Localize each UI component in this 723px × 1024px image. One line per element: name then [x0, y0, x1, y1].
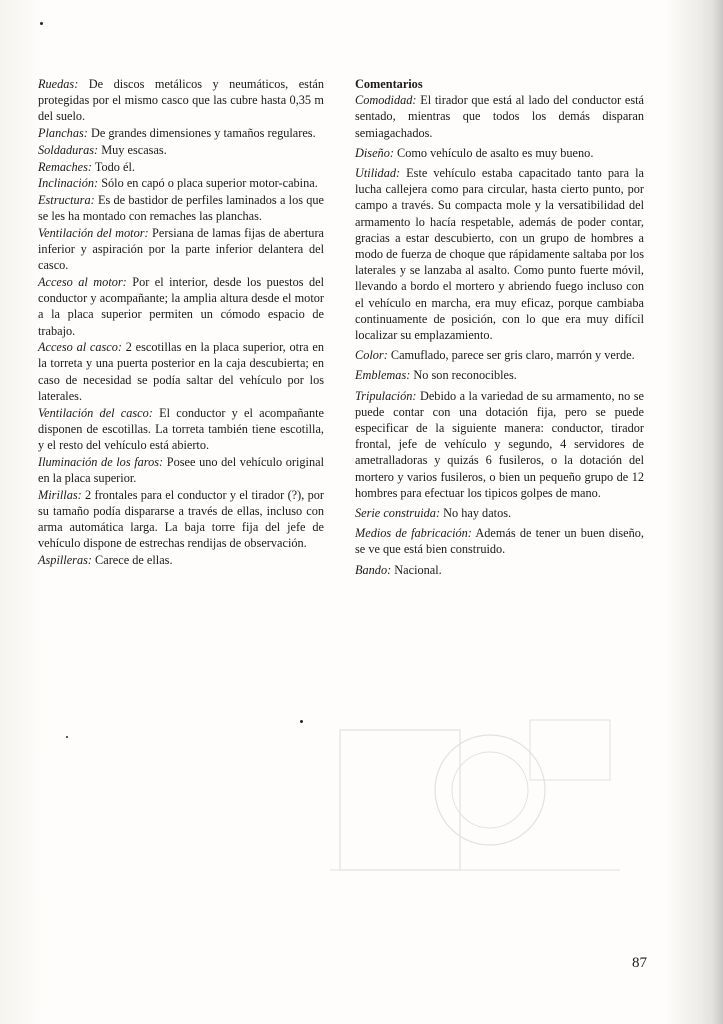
comment-term: Comodidad: [355, 93, 417, 108]
comment-entry-tripulacion [355, 388, 644, 501]
comment-term: Bando: [355, 562, 392, 577]
comment-term: Diseño: [355, 145, 394, 160]
spec-text: Muy escasas. [101, 142, 167, 157]
spec-text: Sólo en capó o placa superior motor-cabina. [101, 176, 318, 191]
comment-entry-fabricacion [355, 525, 644, 557]
comment-text: Camuflado, parece ser gris claro, marrón y verde. [390, 348, 635, 363]
print-speck [40, 22, 43, 25]
spec-term: Estructura: [38, 192, 95, 207]
comment-term: Emblemas: [355, 368, 411, 383]
comment-text: No son reconocibles. [413, 368, 517, 383]
spec-term: Aspilleras: [38, 552, 92, 567]
page-number: 87 [632, 955, 647, 971]
comment-text: Debido a la variedad de su armamento, no se puede contar con una dotación fija, pero se puede especificar de la siguiente manera: conductor, tirador frontal, jefe de vehículo y segundo, 4 servidores de ametralladoras y quizás 6 fusileros, o la dotación del mortero y varios fusileros, o bien un pequeño grupo de 12 hombres para efectuar los tipicos golpes de mano. [355, 388, 644, 500]
comment-term: Serie construida: [355, 506, 441, 521]
spec-term: Ruedas: [38, 77, 79, 91]
comment-entry-bando [355, 562, 644, 578]
comment-term: Utilidad: [355, 166, 401, 181]
spec-entry-ventilacion-motor [38, 225, 324, 274]
spec-term: Acceso al casco: [38, 340, 122, 355]
spec-text: Persiana de lamas fijas de abertura inferior y aspiración por la parte inferior delantera del casco. [38, 225, 325, 273]
spec-entry-acceso-motor [38, 274, 324, 339]
comments-heading: Comentarios [355, 77, 423, 91]
comment-entry-utilidad [355, 165, 644, 343]
comment-entry-comodidad [355, 92, 644, 141]
comment-entry-emblemas [355, 367, 644, 383]
spec-text: Posee uno del vehículo original en la placa superior. [38, 454, 324, 485]
left-column [38, 76, 324, 569]
print-speck [66, 736, 68, 738]
spec-text: El conductor y el acompañante disponen de escotillas. La torreta también tiene escotilla, y el resto del vehículo está abierto. [38, 405, 324, 452]
spec-entry-acceso-casco [38, 339, 324, 404]
comment-text: Como vehículo de asalto es muy bueno. [397, 145, 594, 160]
spec-text: Por el interior, desde los puestos del conductor y acompañante; la amplia altura desde el motor a la placa superior permiten un cómodo espacio de trabajo. [38, 274, 324, 338]
spec-text: De discos metálicos y neumáticos, están protegidas por el mismo casco que las cubre hasta 0,35 m del suelo. [38, 77, 324, 124]
comment-entry-color [355, 347, 644, 363]
spec-entry-soldaduras [38, 142, 324, 158]
spec-entry-planchas [38, 125, 324, 141]
spec-entry-remaches [38, 159, 324, 175]
print-speck [300, 720, 303, 723]
spec-text: Carece de ellas. [95, 552, 173, 567]
spec-text: De grandes dimensiones y tamaños regulares. [90, 126, 316, 141]
spec-term: Ventilación del motor: [38, 225, 149, 240]
comment-term: Color: [355, 348, 388, 363]
spec-text: Es de bastidor de perfiles laminados a los que se les ha montado con remaches las planchas. [38, 192, 325, 224]
spec-text: 2 escotillas en la placa superior, otra en la torreta y una puerta posterior en la caja descubierta; en caso de necesidad se podía saltar del vehículo por los laterales. [38, 340, 324, 403]
spec-entry-aspilleras [38, 552, 324, 568]
right-column [355, 76, 644, 582]
page-spine-edge [711, 0, 723, 1024]
spec-term: Inclinación: [38, 176, 99, 191]
spec-term: Soldaduras: [38, 142, 99, 157]
comment-term: Tripulación: [355, 388, 417, 403]
comment-text: Además de tener un buen diseño, se ve que está bien construido. [355, 526, 644, 557]
spec-term: Planchas: [38, 126, 88, 141]
spec-term: Iluminación de los faros: [38, 454, 164, 469]
comment-entry-serie [355, 505, 644, 521]
spec-term: Acceso al motor: [38, 274, 127, 289]
comment-text: El tirador que está al lado del conductor está sentado, mientras que todos los demás disparan semiagachados. [355, 93, 644, 140]
spec-entry-ruedas [38, 76, 324, 125]
spec-text: Todo él. [94, 159, 135, 174]
comment-text: No hay datos. [443, 506, 512, 521]
comment-text: Este vehículo estaba capacitado tanto para la lucha callejera como para circular, hasta cierto punto, por campo a través. Su compacta mole y la versatibilidad del armamento lo hacía respetable, además de poder contar, gracias a estar descubierto, con un grupo de hombres a modo de fuerza de choque que rápidamente saltaba por los laterales y se lanzaba al asalto. Como punto fuerte móvil, llevando a bordo el mortero y abriendo fuego incluso con el vehículo en marcha, era muy eficaz, porque cambiaba continuamente de posición, con lo que era muy difícil localizar su emplazamiento. [355, 166, 645, 343]
spec-text: 2 frontales para el conductor y el tirador (?), por su tamaño podía dispararse a través de ellas, incluso con arma automática larga. La baja torre fija del jefe de vehículo dispone de estrechas rendijas de observación. [38, 487, 324, 551]
spec-entry-inclinacion [38, 175, 324, 191]
show-through-drawing [330, 700, 620, 890]
comment-entry-diseno [355, 145, 644, 161]
spec-entry-estructura [38, 192, 324, 224]
comment-text: Nacional. [394, 562, 442, 577]
spec-entry-mirillas [38, 487, 324, 552]
spec-term: Ventilación del casco: [38, 405, 153, 420]
spec-term: Mirillas: [38, 487, 82, 502]
spec-entry-ventilacion-casco [38, 405, 324, 454]
spec-entry-iluminacion [38, 454, 324, 486]
spec-term: Remaches: [38, 159, 92, 174]
comment-term: Medios de fabricación: [355, 526, 472, 541]
